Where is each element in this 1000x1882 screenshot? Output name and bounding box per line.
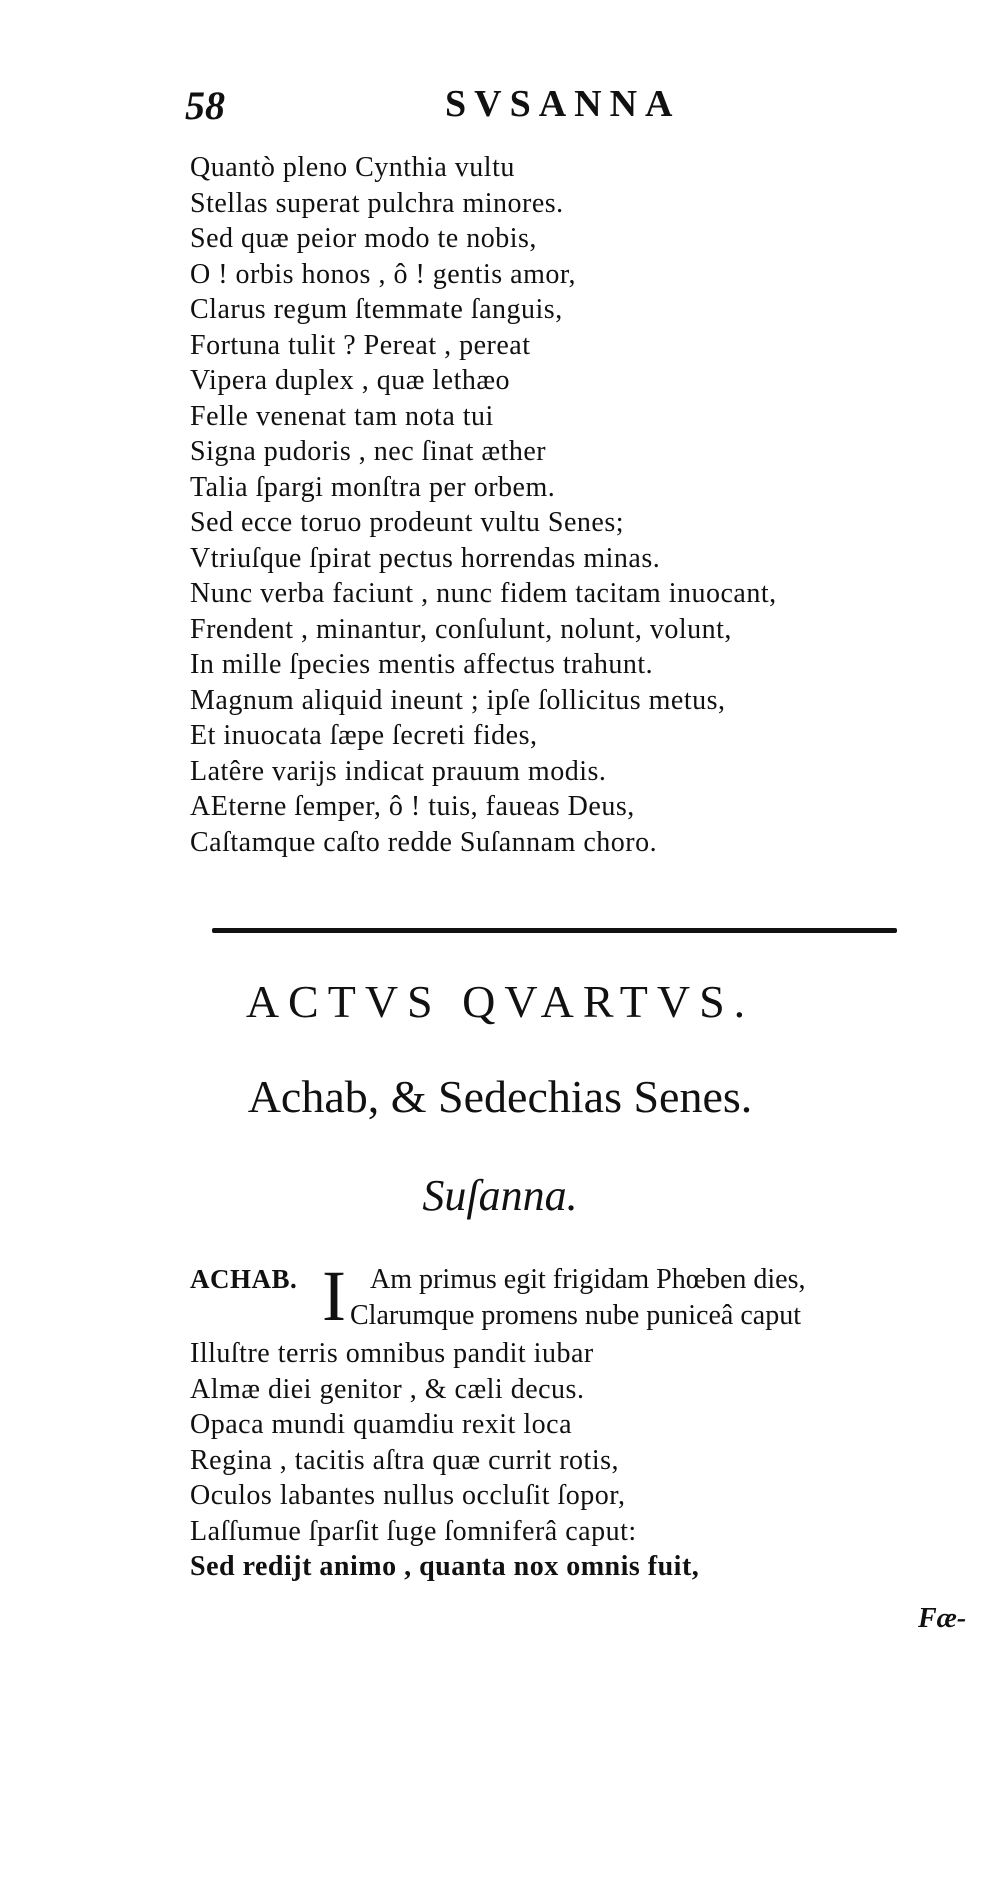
speech-line: Opaca mundi quamdiu rexit loca: [190, 1409, 572, 1440]
speech-achab: [190, 1256, 990, 1585]
verse-line: Nunc verba faciunt , nunc fidem tacitam inuocant,: [190, 578, 777, 609]
speech-line: Illuſtre terris omnibus pandit iubar: [190, 1338, 594, 1369]
verse-line: Et inuocata ſæpe ſecreti fides,: [190, 720, 538, 751]
verse-line: Vipera duplex , quæ lethæo: [190, 365, 511, 396]
scene-persona: Suſanna.: [422, 1171, 578, 1220]
verse-line: Latêre varijs indicat prauum modis.: [190, 755, 607, 787]
verse-line: In mille ſpecies mentis affectus trahunt.: [190, 649, 654, 680]
chorus-verse: [190, 150, 990, 860]
speech-line: Regina , tacitis aſtra quæ currit rotis,: [190, 1444, 620, 1476]
verse-line: Fortuna tulit ? Pereat , pereat: [190, 329, 531, 361]
verse-line: Clarus regum ſtemmate ſanguis,: [190, 294, 563, 325]
verse-line: Frendent , minantur, conſulunt, nolunt, volunt,: [190, 613, 732, 645]
verse-line: Felle venenat tam nota tui: [190, 400, 494, 432]
verse-line: Sed ecce toruo prodeunt vultu Senes;: [190, 507, 625, 538]
running-head: [185, 82, 745, 132]
verse-line: Talia ſpargi monſtra per orbem.: [190, 471, 556, 503]
speech-line: Laſſumue ſparſit ſuge ſomniferâ caput:: [190, 1515, 637, 1547]
verse-line: Sed quæ peior modo te nobis,: [190, 223, 537, 254]
page-number: 58: [185, 83, 225, 128]
verse-line: AEterne ſemper, ô ! tuis, faueas Deus,: [190, 791, 635, 822]
speech-line: Am primus egit frigidam Phœben dies,: [370, 1264, 806, 1295]
speech-line: Oculos labantes nullus occluſit ſopor,: [190, 1480, 626, 1511]
act-heading: ACTVS QVARTVS.: [245, 976, 755, 1027]
verse-line: Signa pudoris , nec ſinat æther: [190, 436, 547, 467]
speaker-name: ACHAB.: [190, 1264, 298, 1294]
speech-opening: [190, 1256, 990, 1336]
section-divider-rule: [212, 928, 897, 933]
verse-line: Quantò pleno Cynthia vultu: [190, 152, 515, 183]
verse-line: Caſtamque caſto redde Suſannam choro.: [190, 826, 658, 858]
running-title: SVSANNA: [445, 83, 681, 125]
catchword: Fæ-: [918, 1603, 967, 1634]
speech-line: Almæ diei genitor , & cæli decus.: [190, 1373, 585, 1405]
verse-line: O ! orbis honos , ô ! gentis amor,: [190, 258, 577, 290]
scene-characters: Achab, & Sedechias Senes.: [247, 1071, 753, 1122]
verse-line: Stellas superat pulchra minores.: [190, 187, 564, 219]
verse-line: Magnum aliquid ineunt ; ipſe ſollicitus metus,: [190, 684, 726, 716]
speech-line: Sed redijt animo , quanta nox omnis fuit,: [190, 1551, 700, 1582]
speech-line: Clarumque promens nube puniceâ caput: [350, 1300, 801, 1331]
drop-cap: I: [322, 1256, 346, 1336]
verse-line: Vtriuſque ſpirat pectus horrendas minas.: [190, 542, 661, 574]
